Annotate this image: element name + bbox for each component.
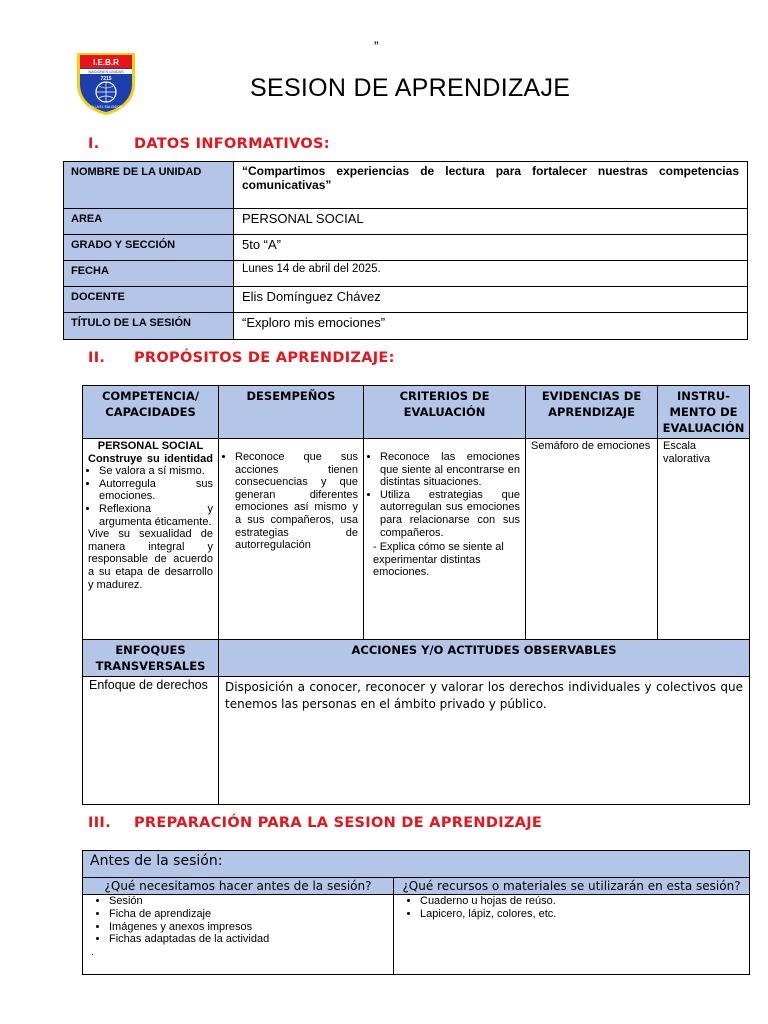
row-label: FECHA — [64, 261, 234, 287]
evidencias-cell: Semáforo de emociones — [526, 439, 658, 640]
table-row — [83, 677, 750, 805]
preparacion-list — [83, 895, 393, 946]
recursos-list — [394, 895, 749, 921]
row-label: DOCENTE — [64, 287, 234, 313]
table-row — [83, 895, 750, 975]
list-item: • Ficha de aprendizaje — [109, 908, 393, 921]
row-value: 5to “A” — [234, 235, 748, 261]
list-item: • Utiliza estrategias que autorregulan sus emociones para relacionarse con sus compañeros. — [380, 489, 520, 539]
section-heading-propositos — [88, 350, 395, 366]
list-item: • Sesión — [109, 895, 393, 908]
list-item: • Fichas adaptadas de la actividad — [109, 933, 393, 946]
crest-bottom-text: VILLA EL SALVADOR — [89, 105, 123, 109]
capacidades-list — [88, 465, 213, 528]
table-header-row — [83, 640, 750, 677]
competencia-name: Construye su identidad — [88, 452, 213, 465]
row-value: PERSONAL SOCIAL — [234, 209, 748, 235]
section-number: II. — [88, 350, 106, 366]
stray-quote-mark: ” — [374, 38, 379, 54]
table-header-row — [83, 851, 750, 878]
list-item: • Lapicero, lápiz, colores, etc. — [420, 908, 749, 921]
table-row — [64, 287, 748, 313]
column-header: ¿Qué necesitamos hacer antes de la sesión? — [83, 878, 394, 895]
crest-number: 7215 — [100, 76, 112, 82]
list-item: • Reflexiona y argumenta éticamente. — [99, 503, 213, 528]
instrumento-cell: Escala valorativa — [658, 439, 750, 640]
section-title: DATOS INFORMATIVOS: — [134, 136, 330, 152]
table-row — [83, 439, 750, 640]
list-item: • Cuaderno u hojas de reúso. — [420, 895, 749, 908]
desempenos-cell — [219, 439, 364, 640]
list-item: • Reconoce las emociones que siente al encontrarse en distintas situaciones. — [380, 451, 520, 489]
antes-sesion-title: Antes de la sesión: — [83, 851, 750, 878]
preparacion-table — [82, 850, 750, 975]
column-header: EVIDENCIAS DE APRENDIZAJE — [526, 386, 658, 439]
row-label: GRADO Y SECCIÓN — [64, 235, 234, 261]
datos-informativos-table — [63, 161, 748, 340]
page-title: SESION DE APRENDIZAJE — [250, 74, 571, 102]
row-label: TÍTULO DE LA SESIÓN — [64, 313, 234, 340]
row-value: “Exploro mis emociones” — [234, 313, 748, 340]
enfoque-cell: Enfoque de derechos — [83, 677, 219, 805]
criterios-list — [369, 451, 520, 539]
column-header: DESEMPEÑOS — [219, 386, 364, 439]
table-header-row — [83, 878, 750, 895]
list-item: • Se valora a sí mismo. — [99, 465, 213, 478]
section-heading-preparacion — [88, 815, 542, 831]
column-header: ¿Qué recursos o materiales se utilizarán en esta sesión? — [394, 878, 750, 895]
desempenos-list — [224, 451, 358, 552]
table-row — [64, 313, 748, 340]
column-header: CRITERIOS DE EVALUACIÓN — [364, 386, 526, 439]
propositos-table — [82, 385, 750, 805]
accion-cell: Disposición a conocer, reconocer y valorar los derechos individuales y colectivos que tenemos las personas en el ámbito privado y público. — [219, 677, 750, 805]
list-item: • Reconoce que sus acciones tienen consecuencias y que generan diferentes emociones así mismo y a sus compañeros, usa estrategias de autorregulación — [235, 451, 358, 552]
stray-dot: . — [91, 946, 95, 959]
table-row — [64, 209, 748, 235]
row-value: Elis Domínguez Chávez — [234, 287, 748, 313]
section-number: III. — [88, 815, 111, 831]
criterios-cell — [364, 439, 526, 640]
competencia-cell — [83, 439, 219, 640]
row-label: AREA — [64, 209, 234, 235]
column-header: INSTRU-MENTO DE EVALUACIÓN — [658, 386, 750, 439]
competencia-area: PERSONAL SOCIAL — [97, 440, 204, 452]
section-number: I. — [88, 136, 100, 152]
list-item: • Autorregula sus emociones. — [99, 478, 213, 503]
school-crest-icon — [74, 50, 138, 116]
section-title: PROPÓSITOS DE APRENDIZAJE: — [134, 350, 395, 366]
preparacion-items-cell — [83, 895, 394, 975]
section-heading-datos — [88, 136, 330, 152]
list-item: • Imágenes y anexos impresos — [109, 921, 393, 934]
recursos-items-cell — [394, 895, 750, 975]
row-value: Lunes 14 de abril del 2025. — [234, 261, 748, 287]
acciones-header: ACCIONES Y/O ACTITUDES OBSERVABLES — [219, 640, 750, 677]
crest-band-text: NACIONES UNIDAS — [88, 70, 124, 74]
criterio-extra: - Explica cómo se siente al experimentar distintas emociones. — [373, 541, 504, 579]
row-value: “Compartimos experiencias de lectura para fortalecer nuestras competencias comunicativas” — [234, 162, 748, 209]
row-label: NOMBRE DE LA UNIDAD — [64, 162, 234, 209]
table-header-row — [83, 386, 750, 439]
table-row — [64, 162, 748, 209]
table-row — [64, 235, 748, 261]
section-title: PREPARACIÓN PARA LA SESION DE APRENDIZAJE — [134, 815, 543, 831]
crest-top-text: I.E.B.R — [93, 58, 119, 67]
table-row — [64, 261, 748, 287]
column-header: COMPETENCIA/ CAPACIDADES — [83, 386, 219, 439]
competencia-extra: Vive su sexualidad de manera integral y responsable de acuerdo a su etapa de desarrollo y madurez. — [88, 528, 213, 591]
enfoques-header: ENFOQUES TRANSVERSALES — [83, 640, 219, 677]
